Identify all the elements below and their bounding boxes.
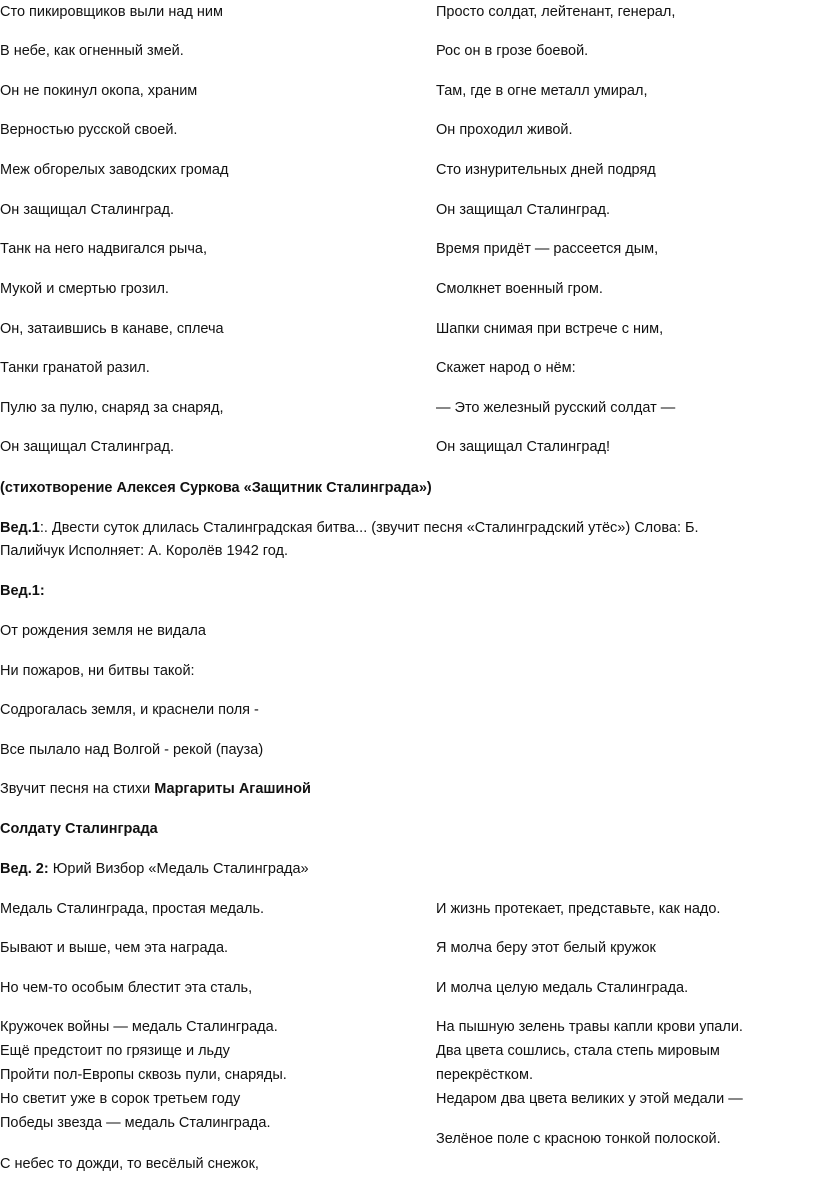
poem-line: Он защищал Сталинград! [436,439,611,455]
song-line: Я молча беру этот белый кружок [436,940,656,956]
song-author: Маргариты Агашиной [154,781,311,797]
ved1-paragraph-line1 [0,519,699,537]
verse-line: От рождения земля не видала [0,623,206,639]
song-intro-text: Звучит песня на стихи [0,781,155,797]
song-line: Недаром два цвета великих у этой медали — [436,1091,743,1107]
poem-line: — Это железный русский солдат — [436,400,676,416]
song-line: Пройти пол-Европы сквозь пули, снаряды. [0,1067,287,1083]
poem-line: Он, затаившись в канаве, сплеча [0,321,224,337]
song-line: Победы звезда — медаль Сталинграда. [0,1115,271,1131]
ved2-line [0,860,309,878]
ved1-paragraph-line2: Палийчук Исполняет: А. Королёв 1942 год. [0,543,288,559]
verse-line: Содрогалась земля, и краснели поля - [0,702,259,718]
poem-line: Там, где в огне металл умирал, [436,83,648,99]
poem-line: Сто пикировщиков выли над ним [0,4,223,20]
poem-line: Меж обгорелых заводских громад [0,162,229,178]
poem-line: Шапки снимая при встрече с ним, [436,321,664,337]
ved1-label: Вед.1 [0,520,40,536]
poem-line: Сто изнурительных дней подряд [436,162,656,178]
song-line: И молча целую медаль Сталинграда. [436,980,689,996]
song-line: Два цвета сошлись, стала степь мировым [436,1043,720,1059]
song-intro [0,780,311,798]
ved2-label: Вед. 2: [0,861,49,877]
poem-line: Он не покинул окопа, храним [0,83,198,99]
poem-line: Танк на него надвигался рыча, [0,241,207,257]
song-line: перекрёстком. [436,1067,533,1083]
poem-line: Смолкнет военный гром. [436,281,603,297]
poem-line: Танки гранатой разил. [0,360,150,376]
poem-line: Рос он в грозе боевой. [436,43,589,59]
poem-line: Он проходил живой. [436,122,573,138]
song-line: И жизнь протекает, представьте, как надо. [436,901,721,917]
poem-line: В небе, как огненный змей. [0,43,184,59]
poem-line: Верностью русской своей. [0,122,178,138]
song-line: Но светит уже в сорок третьем году [0,1091,241,1107]
poem-line: Он защищал Сталинград. [436,202,611,218]
poem-credit: (стихотворение Алексея Суркова «Защитник Сталинграда») [0,480,432,496]
song-line: Но чем-то особым блестит эта сталь, [0,980,253,996]
poem-line: Скажет народ о нём: [436,360,576,376]
song-line: На пышную зелень травы капли крови упали. [436,1019,743,1035]
poem-line: Время придёт — рассеется дым, [436,241,659,257]
poem-line: Просто солдат, лейтенант, генерал, [436,4,676,20]
poem-line: Он защищал Сталинград. [0,439,175,455]
verse-line: Ни пожаров, ни битвы такой: [0,663,195,679]
song-line: Ещё предстоит по грязище и льду [0,1043,230,1059]
poem-line: Пулю за пулю, снаряд за снаряд, [0,400,224,416]
poem-line: Он защищал Сталинград. [0,202,175,218]
song-line: Кружочек войны — медаль Сталинграда. [0,1019,278,1035]
song-line: Зелёное поле с красною тонкой полоской. [436,1131,721,1147]
poem-line: Мукой и смертью грозил. [0,281,169,297]
song-line: С небес то дожди, то весёлый снежок, [0,1156,259,1172]
song-line: Медаль Сталинграда, простая медаль. [0,901,265,917]
ved1-text: :. Двести суток длилась Сталинградская битва... (звучит песня «Сталинградский утёс») Слова: Б. [39,520,699,536]
song-line: Бывают и выше, чем эта награда. [0,940,229,956]
ved1-label-second: Вед.1: [0,583,45,599]
song-title: Солдату Сталинграда [0,821,158,837]
ved2-text: Юрий Визбор «Медаль Сталинграда» [48,861,309,877]
verse-line: Все пылало над Волгой - рекой (пауза) [0,742,264,758]
